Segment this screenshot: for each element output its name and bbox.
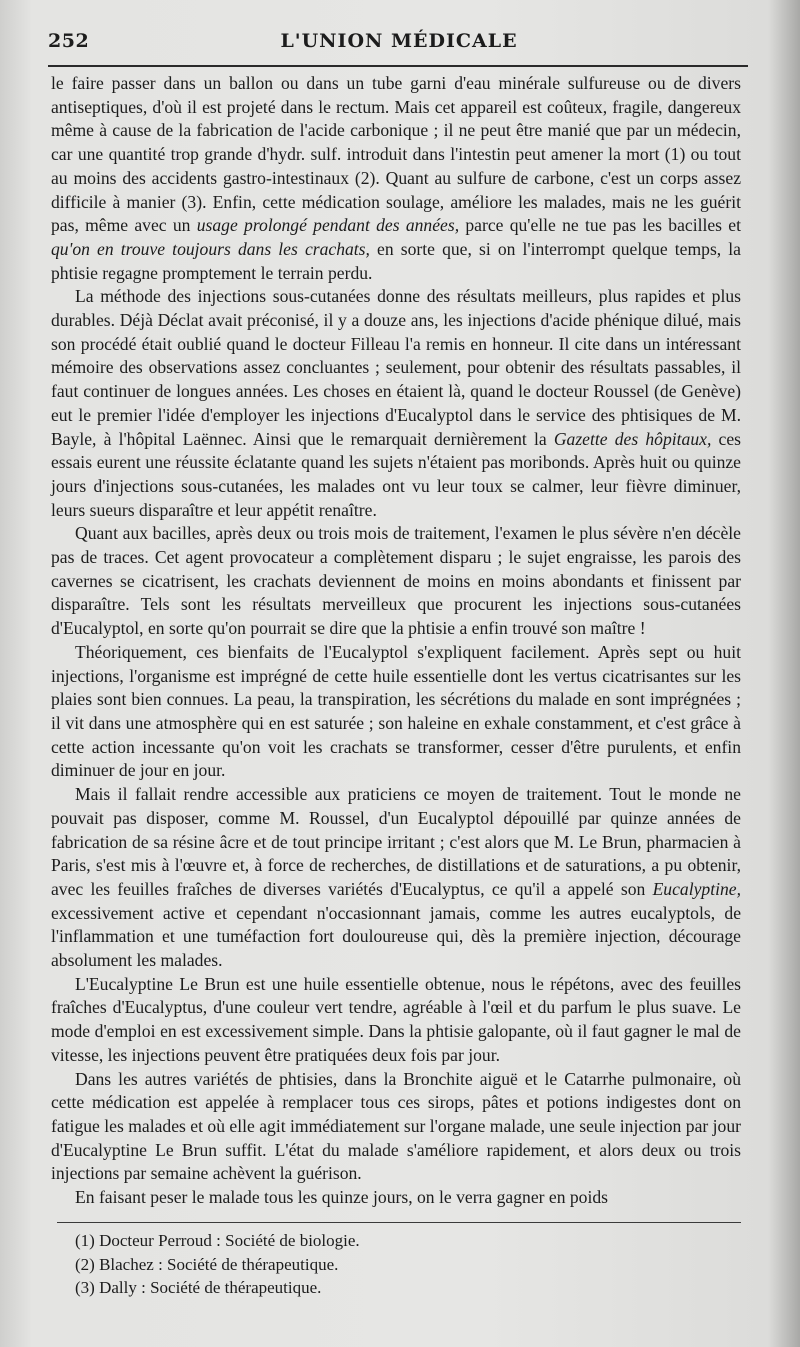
- paragraph-5-text-b: excessivement active et cependant n'occasionnant jamais, comme les autres eucalyptols, de l'inflammation et une tuméfaction fort douloureuse qui, dès la première injection, décourage absolument les malades.: [51, 902, 741, 971]
- paragraph-8: En faisant peser le malade tous les quinze jours, on le verra gagner en poids: [75, 1187, 609, 1208]
- paragraph-2-text-a: La méthode des injections sous-cutanées donne des résultats meilleurs, plus rapides et plus durables. Déjà Déclat avait préconisé, il y a douze ans, les injections d'acide phénique dilué, mais son procédé était oublié quand le docteur Filleau l'a remis en honneur. Il cite dans un intéressant mémoire des observations assez concluantes ; seulement, pour obtenir des résultats passables, il faut continuer de longues années. Les choses en étaient là, quand le docteur Roussel (de Genève) eut le premier l'idée d'employer les injections d'Eucalyptol dans le service des phtisiques de M. Bayle, à l'hôpital Laënnec. Ainsi que le remarquait dernièrement la: [51, 286, 741, 449]
- paragraph-5: [51, 783, 741, 973]
- paragraph-6: L'Eucalyptine Le Brun est une huile essentielle obtenue, nous le répétons, avec des feuilles fraîches d'Eucalyptus, d'une couleur vert tendre, agréable à l'œil et du parfum le plus suave. Le mode d'emploi en est excessivement simple. Dans la phtisie galopante, où il faut gagner le mal de vitesse, les injections peuvent être pratiquées deux fois par jour.: [51, 973, 741, 1065]
- page-number: 252: [48, 30, 90, 52]
- header-rule: [48, 65, 748, 67]
- paragraph-2-emphasis-1: Gazette des hôpitaux,: [553, 428, 712, 449]
- paragraph-7: Dans les autres variétés de phtisies, dans la Bronchite aiguë et le Catarrhe pulmonaire, où cette médication est appelée à remplacer tous ces sirops, pâtes et potions indigestes dont on fatigue les malades et où elle agit immédiatement sur l'organe malade, une seule injection par jour d'Eucalyptine Le Brun suffit. L'état du malade s'améliore rapidement, et alors deux ou trois injections par semaine achèvent la guérison.: [51, 1068, 741, 1184]
- article-body: [51, 72, 741, 1210]
- paragraph-1-emphasis-1: usage prolongé pendant des années,: [196, 215, 460, 236]
- paragraph-1-text-b: parce qu'elle ne tue pas les bacilles et: [459, 215, 741, 236]
- footnote-3: (3) Dally : Société de thérapeutique.: [75, 1278, 322, 1297]
- paragraph-1-emphasis-2: qu'on en trouve toujours dans les crachats,: [51, 238, 370, 259]
- paragraph-3: Quant aux bacilles, après deux ou trois mois de traitement, l'examen le plus sévère n'en décèle pas de traces. Cet agent provocateur a complètement disparu ; le sujet engraisse, les parois des cavernes se cicatrisent, les crachats deviennent de moins en moins abondants et finissent par disparaître. Tels sont les résultats merveilleux que procurent les injections sous-cutanées d'Eucalyptol, en sorte qu'on pourrait se dire que la phtisie a enfin trouvé son maître !: [51, 523, 741, 639]
- paragraph-1: [51, 72, 741, 285]
- paragraph-1-text-c: en sorte que, si on l'interrompt quelque temps, la phtisie regagne promptement le terrain perdu.: [51, 238, 741, 283]
- page-header: [48, 26, 750, 60]
- footnote-rule: [57, 1222, 741, 1223]
- footnote-1: (1) Docteur Perroud : Société de biologie.: [75, 1231, 360, 1250]
- paragraph-5-text-a: Mais il fallait rendre accessible aux praticiens ce moyen de traitement. Tout le monde ne pouvait pas disposer, comme M. Roussel, d'un Eucalyptol dépouillé par quinze années de fabrication de sa résine âcre et de tout principe irritant ; c'est alors que M. Le Brun, pharmacien à Paris, s'est mis à l'œuvre et, à force de recherches, de distillations et de saturations, a pu obtenir, avec les feuilles fraîches de diverses variétés d'Eucalyptus, ce qu'il a appelé son: [51, 784, 741, 899]
- paragraph-4: Théoriquement, ces bienfaits de l'Eucalyptol s'expliquent facilement. Après sept ou huit injections, l'organisme est imprégné de cette huile essentielle dont les vertus cicatrisantes sur les plaies sont bien connues. La peau, la transpiration, les sécrétions du malade en sont imprégnées ; il vit dans une atmosphère qui en est saturée ; son haleine en exhale constamment, et c'est grâce à cette action incessante qu'on voit les crachats se transformer, cesser d'être purulents, et enfin diminuer de jour en jour.: [51, 641, 741, 781]
- paragraph-2: [51, 285, 741, 522]
- running-title: L'UNION MÉDICALE: [280, 30, 518, 52]
- paragraph-5-emphasis-1: Eucalyptine,: [652, 878, 741, 899]
- footnote-2: (2) Blachez : Société de thérapeutique.: [75, 1254, 339, 1274]
- paragraph-2-text-b: ces essais eurent une réussite éclatante quand les sujets n'étaient pas moribonds. Après huit ou quinze jours d'injections sous-cutanées, les malades ont vu leur toux se calmer, leur fièvre diminuer, leurs sueurs disparaître et leur appétit renaître.: [51, 428, 741, 520]
- footnotes: [75, 1229, 735, 1300]
- paragraph-1-text-a: le faire passer dans un ballon ou dans un tube garni d'eau minérale sulfureuse ou de divers antiseptiques, d'où il est projeté dans le rectum. Mais cet appareil est coûteux, fragile, dangereux même à cause de la fabrication de l'acide carbonique ; il ne peut être manié que par un médecin, car une quantité trop grande d'hydr. sulf. introduit dans l'intestin peut amener la mort (1) ou tout au moins des accidents gastro-intestinaux (2). Quant au sulfure de carbone, c'est un corps assez difficile à manier (3). Enfin, cette médication soulage, améliore les malades, mais ne les guérit pas, même avec un: [51, 73, 741, 236]
